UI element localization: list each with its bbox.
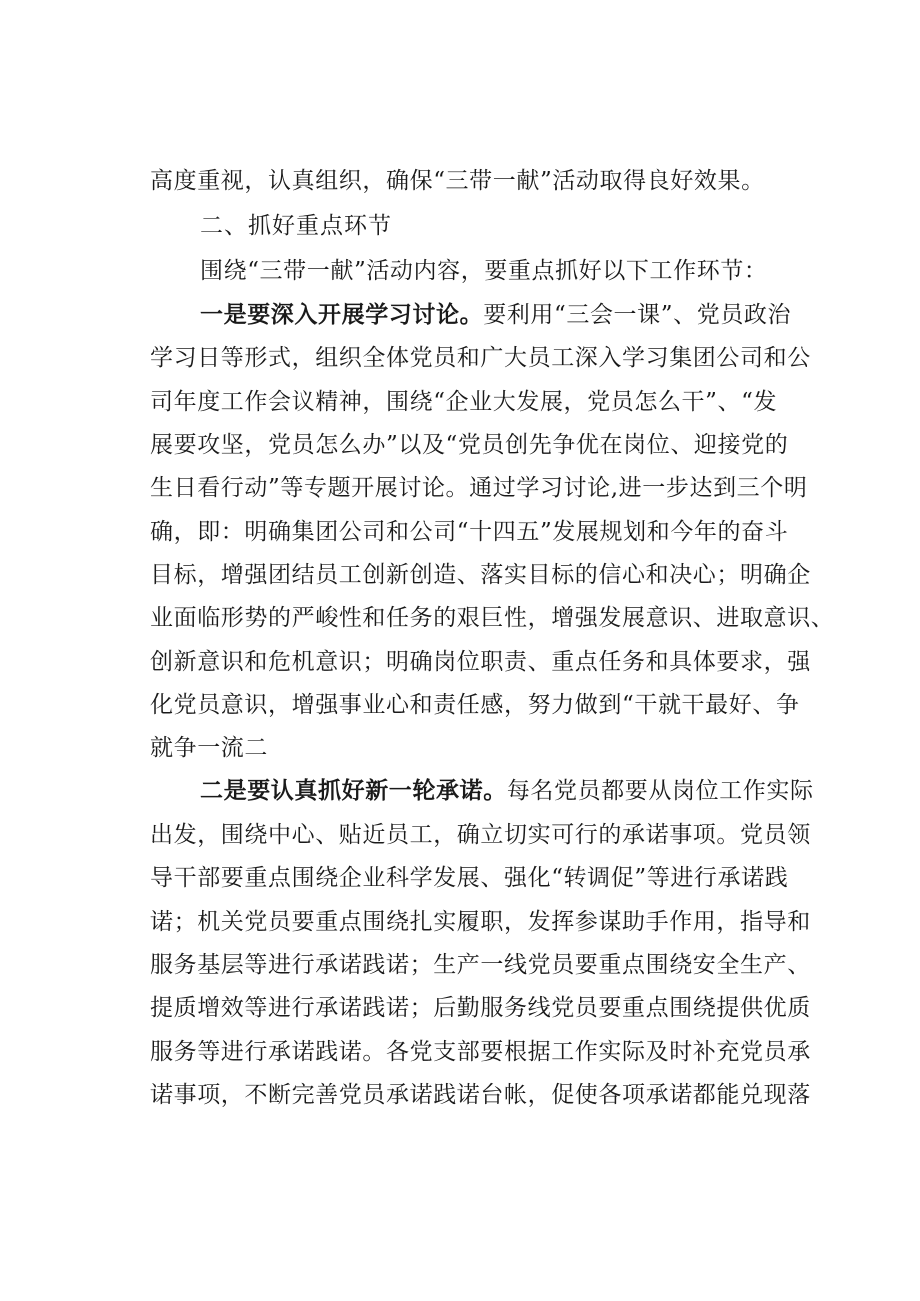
text-line: 就争一流二 (150, 735, 268, 761)
text-line: 目标，增强团结员工创新创造、落实目标的信心和决心；明确企 (150, 562, 811, 588)
point-1-rest: 要利用“三会一课”、党员政治 (483, 302, 792, 328)
text-line: 服务等进行承诺践诺。各党支部要根据工作实际及时补充党员承 (150, 1039, 811, 1065)
text-line: 服务基层等进行承诺践诺；生产一线党员要重点围绕安全生产、 (150, 952, 811, 978)
section-heading: 二、抓好重点环节 (200, 213, 392, 239)
text-line: 导干部要重点围绕企业科学发展、强化“转调促”等进行承诺践 (150, 865, 789, 891)
text-line: 司年度工作会议精神，围绕“企业大发展，党员怎么干”、“发 (150, 389, 778, 415)
point-2-paragraph-start (200, 778, 840, 806)
text-line: 诺；机关党员要重点围绕扎实履职，发挥参谋助手作用，指导和 (150, 909, 811, 935)
text-line: 创新意识和危机意识；明确岗位职责、重点任务和具体要求，强 (150, 649, 811, 675)
text-line: 化党员意识，增强事业心和责任感，努力做到“干就干最好、争 (150, 692, 800, 718)
point-1-paragraph-start (200, 302, 840, 330)
point-1-lead: 一是要深入开展学习讨论。 (200, 302, 484, 328)
text-line: 围绕“三带一献”活动内容，要重点抓好以下工作环节： (200, 258, 768, 284)
text-line: 生日看行动”等专题开展讨论。通过学习讨论,进一步达到三个明 (150, 475, 808, 501)
text-line: 高度重视，认真组织，确保“三带一献”活动取得良好效果。 (150, 168, 765, 194)
text-line: 业面临形势的严峻性和任务的艰巨性，增强发展意识、进取意识、 (150, 605, 835, 631)
text-line: 诺事项，不断完善党员承诺践诺台帐，促使各项承诺都能兑现落 (150, 1082, 811, 1108)
point-2-lead: 二是要认真抓好新一轮承诺。 (200, 778, 507, 804)
text-line: 展要攻坚，党员怎么办”以及“党员创先争优在岗位、迎接党的 (150, 432, 789, 458)
point-2-rest: 每名党员都要从岗位工作实际 (506, 778, 814, 804)
text-line: 提质增效等进行承诺践诺；后勤服务线党员要重点围绕提供优质 (150, 995, 811, 1021)
text-line: 出发，围绕中心、贴近员工，确立切实可行的承诺事项。党员领 (150, 822, 811, 848)
text-line: 学习日等形式，组织全体党员和广大员工深入学习集团公司和公 (150, 345, 811, 371)
text-line: 确，即：明确集团公司和公司“十四五”发展规划和今年的奋斗 (150, 519, 789, 545)
